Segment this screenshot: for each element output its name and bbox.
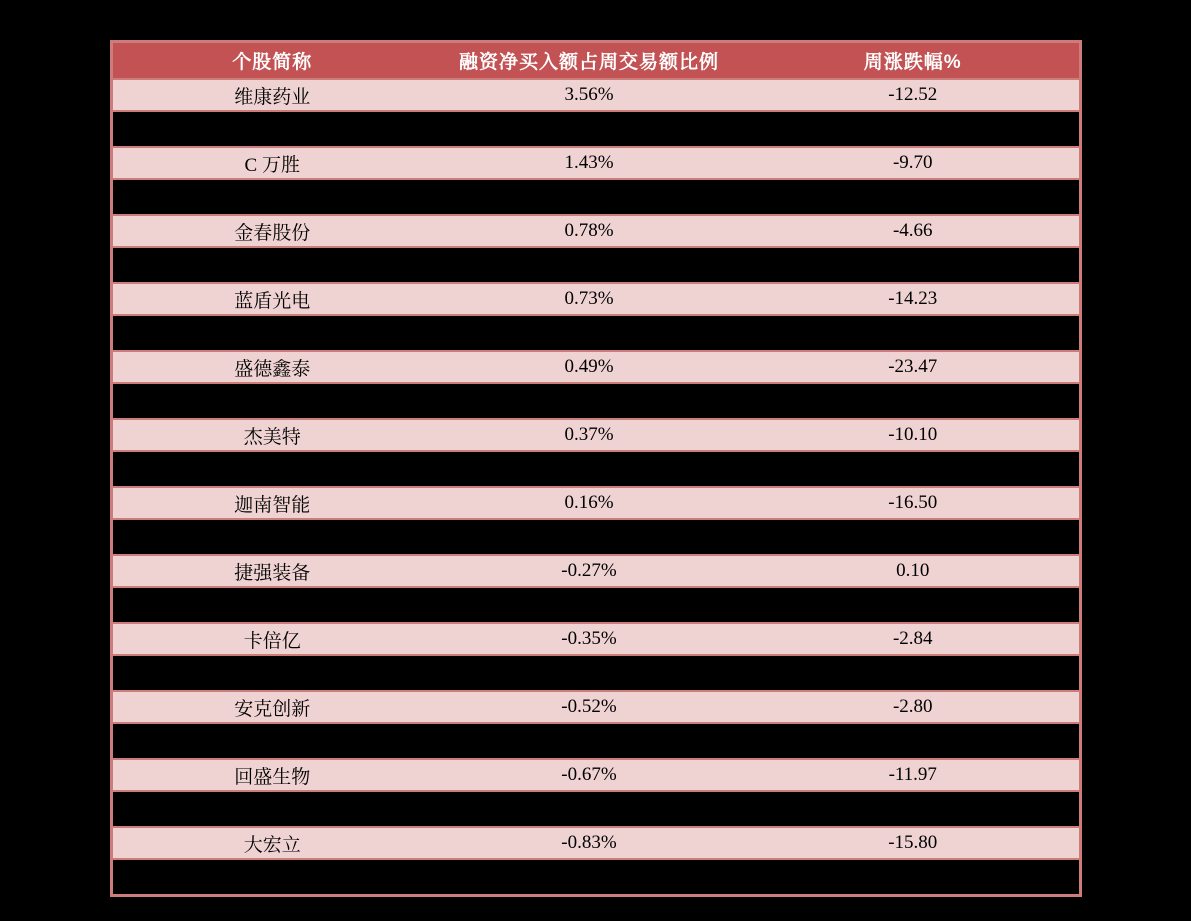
stock-name-cell: 杰美特 xyxy=(112,419,432,451)
table-row xyxy=(112,691,1081,723)
financing-ratio-cell: -0.83% xyxy=(432,827,747,859)
weekly-change-cell: -2.80 xyxy=(747,691,1081,723)
separator-cell xyxy=(112,179,1081,215)
table-row xyxy=(112,147,1081,179)
weekly-change-cell: -15.80 xyxy=(747,827,1081,859)
stock-name-cell: 卡倍亿 xyxy=(112,623,432,655)
table-row xyxy=(112,759,1081,791)
weekly-change-cell: -12.52 xyxy=(747,79,1081,111)
separator-cell xyxy=(112,383,1081,419)
table-row xyxy=(112,283,1081,315)
financing-ratio-cell: 0.49% xyxy=(432,351,747,383)
financing-ratio-cell: 0.78% xyxy=(432,215,747,247)
separator-row xyxy=(112,179,1081,215)
separator-cell xyxy=(112,247,1081,283)
separator-row xyxy=(112,723,1081,759)
separator-cell xyxy=(112,587,1081,623)
financing-ratio-cell: -0.35% xyxy=(432,623,747,655)
weekly-change-cell: -23.47 xyxy=(747,351,1081,383)
stock-name-cell: 盛德鑫泰 xyxy=(112,351,432,383)
weekly-change-cell: 0.10 xyxy=(747,555,1081,587)
separator-row xyxy=(112,451,1081,487)
separator-row xyxy=(112,791,1081,827)
stock-name-cell: 维康药业 xyxy=(112,79,432,111)
table-row xyxy=(112,215,1081,247)
separator-row xyxy=(112,859,1081,896)
table-row xyxy=(112,555,1081,587)
separator-row xyxy=(112,519,1081,555)
separator-row xyxy=(112,655,1081,691)
stock-table xyxy=(110,40,1082,897)
stock-name-cell: 安克创新 xyxy=(112,691,432,723)
financing-ratio-cell: -0.27% xyxy=(432,555,747,587)
separator-row xyxy=(112,247,1081,283)
column-header-financing-ratio: 融资净买入额占周交易额比例 xyxy=(432,42,747,80)
stock-name-cell: 金春股份 xyxy=(112,215,432,247)
separator-cell xyxy=(112,519,1081,555)
weekly-change-cell: -10.10 xyxy=(747,419,1081,451)
separator-cell xyxy=(112,655,1081,691)
financing-ratio-cell: 1.43% xyxy=(432,147,747,179)
separator-row xyxy=(112,587,1081,623)
separator-cell xyxy=(112,859,1081,896)
financing-ratio-cell: 0.16% xyxy=(432,487,747,519)
table-body xyxy=(112,79,1081,896)
financing-ratio-cell: -0.67% xyxy=(432,759,747,791)
table-row xyxy=(112,623,1081,655)
separator-row xyxy=(112,111,1081,147)
stock-name-cell: C 万胜 xyxy=(112,147,432,179)
financing-ratio-cell: -0.52% xyxy=(432,691,747,723)
weekly-change-cell: -9.70 xyxy=(747,147,1081,179)
table-row xyxy=(112,487,1081,519)
weekly-change-cell: -2.84 xyxy=(747,623,1081,655)
separator-cell xyxy=(112,111,1081,147)
weekly-change-cell: -16.50 xyxy=(747,487,1081,519)
table-header-row xyxy=(112,42,1081,80)
stock-name-cell: 迦南智能 xyxy=(112,487,432,519)
column-header-weekly-change: 周涨跌幅% xyxy=(747,42,1081,80)
table-row xyxy=(112,351,1081,383)
weekly-change-cell: -4.66 xyxy=(747,215,1081,247)
separator-cell xyxy=(112,723,1081,759)
stock-name-cell: 回盛生物 xyxy=(112,759,432,791)
separator-row xyxy=(112,315,1081,351)
financing-ratio-cell: 0.73% xyxy=(432,283,747,315)
separator-cell xyxy=(112,791,1081,827)
weekly-change-cell: -14.23 xyxy=(747,283,1081,315)
stock-name-cell: 大宏立 xyxy=(112,827,432,859)
table-row xyxy=(112,827,1081,859)
separator-cell xyxy=(112,315,1081,351)
separator-cell xyxy=(112,451,1081,487)
table-row xyxy=(112,79,1081,111)
table-row xyxy=(112,419,1081,451)
financing-ratio-cell: 0.37% xyxy=(432,419,747,451)
financing-ratio-cell: 3.56% xyxy=(432,79,747,111)
stock-name-cell: 捷强装备 xyxy=(112,555,432,587)
separator-row xyxy=(112,383,1081,419)
stock-name-cell: 蓝盾光电 xyxy=(112,283,432,315)
weekly-change-cell: -11.97 xyxy=(747,759,1081,791)
column-header-stock-name: 个股简称 xyxy=(112,42,432,80)
